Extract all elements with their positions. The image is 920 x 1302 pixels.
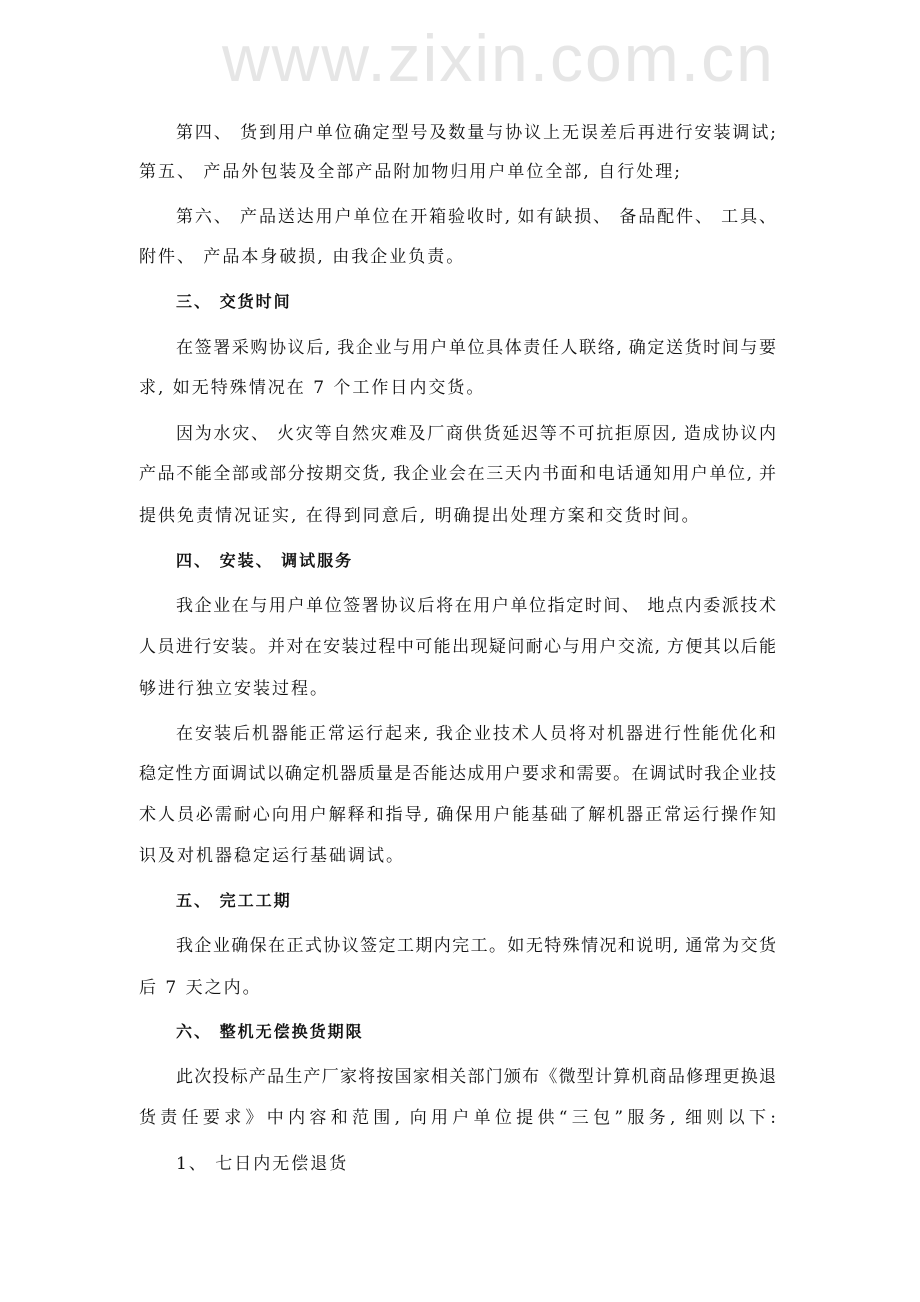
paragraph-line: 因为水灾、 火灾等自然灾难及厂商供货延迟等不可抗拒原因, 造成协议内 [176, 424, 776, 444]
list-item: 1、 七日内无偿退货 [176, 1154, 349, 1174]
paragraph-line: 第四、 货到用户单位确定型号及数量与协议上无误差后再进行安装调试; [176, 123, 776, 143]
paragraph-line: 术人员必需耐心向用户解释和指导, 确保用户能基础了解机器正常运行操作知 [139, 805, 776, 825]
paragraph-line: 稳定性方面调试以确定机器质量是否能达成用户要求和需要。在调试时我企业技 [139, 764, 776, 784]
paragraph-line: 产品不能全部或部分按期交货, 我企业会在三天内书面和电话通知用户单位, 并 [139, 464, 776, 484]
section-heading: 四、 安装、 调试服务 [176, 551, 354, 570]
paragraph-line: 后 7 天之内。 [139, 978, 262, 998]
watermark: www.zixin.com.cn [222, 21, 775, 95]
paragraph-line: 提供免责情况证实, 在得到同意后, 明确提出处理方案和交货时间。 [139, 506, 701, 526]
section-heading: 三、 交货时间 [176, 292, 292, 311]
paragraph-line: 在签署采购协议后, 我企业与用户单位具体责任人联络, 确定送货时间与要 [176, 338, 776, 358]
paragraph-line: 第五、 产品外包装及全部产品附加物归用户单位全部, 自行处理; [139, 162, 682, 182]
paragraph-line: 在安装后机器能正常运行起来, 我企业技术人员将对机器进行性能优化和 [176, 724, 776, 744]
paragraph-line: 第六、 产品送达用户单位在开箱验收时, 如有缺损、 备品配件、 工具、 [176, 207, 776, 227]
section-heading: 六、 整机无偿换货期限 [176, 1022, 364, 1041]
paragraph-line: 识及对机器稳定运行基础调试。 [139, 846, 405, 866]
paragraph-line: 此次投标产品生产厂家将按国家相关部门颁布《微型计算机商品修理更换退 [176, 1067, 776, 1087]
section-heading: 五、 完工工期 [176, 891, 292, 910]
paragraph-line: 够进行独立安装过程。 [139, 679, 329, 699]
paragraph-line: 我企业在与用户单位签署协议后将在用户单位指定时间、 地点内委派技术 [176, 596, 776, 616]
paragraph-line: 附件、 产品本身破损, 由我企业负责。 [139, 247, 466, 267]
paragraph-line: 求, 如无特殊情况在 7 个工作日内交货。 [139, 378, 486, 398]
paragraph-line: 货责任要求》中内容和范围, 向用户单位提供“三包”服务, 细则以下: [139, 1108, 776, 1128]
paragraph-line: 我企业确保在正式协议签定工期内完工。如无特殊情况和说明, 通常为交货 [176, 936, 776, 956]
paragraph-line: 人员进行安装。并对在安装过程中可能出现疑问耐心与用户交流, 方便其以后能 [139, 637, 776, 657]
